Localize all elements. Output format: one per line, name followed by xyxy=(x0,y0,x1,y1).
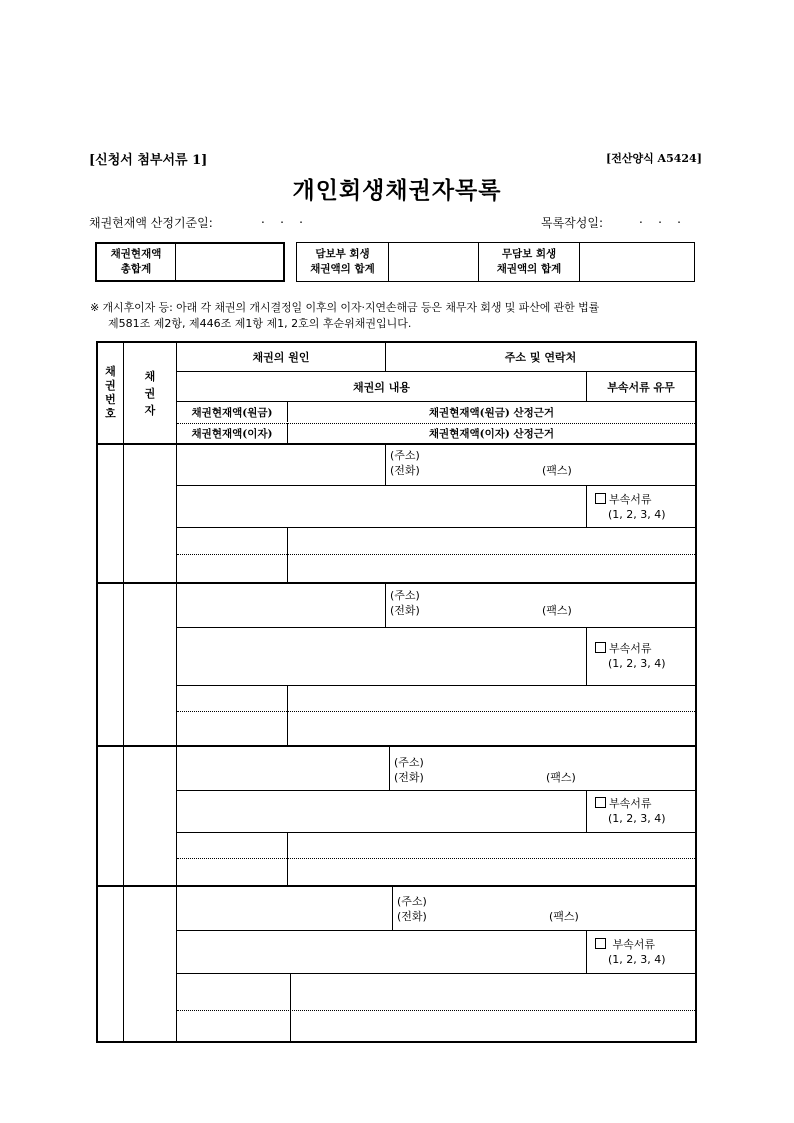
unsecured-sum-label xyxy=(479,243,580,281)
checkbox-icon[interactable] xyxy=(595,642,606,653)
total-sum-label-line2: 총합계 xyxy=(120,263,152,275)
note-line-2: 제581조 제2항, 제446조 제1항 제1, 2호의 후순위채권입니다. xyxy=(108,317,412,330)
col-number-header: 채 권 번 호 xyxy=(98,343,124,443)
address-header: 주소 및 연락처 xyxy=(386,343,695,372)
base-date-label: 채권현재액 산정기준일: xyxy=(89,216,213,230)
cause-field[interactable] xyxy=(177,747,390,790)
fax-label: (팩스) xyxy=(542,604,572,617)
principal-header: 채권현재액(원금) xyxy=(177,402,288,422)
interest-field[interactable] xyxy=(177,555,287,581)
attach-checkbox-group[interactable]: 부속서류 (1, 2, 3, 4) xyxy=(595,492,666,522)
creditor-entry-1 xyxy=(98,445,695,584)
creditor-entry-4 xyxy=(98,887,695,1041)
note-line-1: ※ 개시후이자 등: 아래 각 채권의 개시결정일 이후의 이자·지연손해금 등은 채무자 회생 및 파산에 관한 법률 xyxy=(90,301,600,314)
address-label: (주소) xyxy=(394,756,424,769)
created-date-label: 목록작성일: xyxy=(541,216,604,230)
cause-field[interactable] xyxy=(177,887,393,930)
principal-basis-header: 채권현재액(원금) 산정근거 xyxy=(428,406,555,419)
total-sum-label xyxy=(97,244,176,280)
cause-header: 채권의 원인 xyxy=(177,343,386,372)
secured-sum-value[interactable] xyxy=(389,243,479,281)
secured-sum-label xyxy=(297,243,389,281)
unsecured-sum-value[interactable] xyxy=(580,243,694,281)
checkbox-icon[interactable] xyxy=(595,493,606,504)
content-field[interactable] xyxy=(177,486,587,527)
form-code: [전산양식 A5424] xyxy=(606,152,702,165)
attach-checkbox-group[interactable]: 부속서류 (1, 2, 3, 4) xyxy=(595,641,666,671)
total-sum-box xyxy=(95,242,285,282)
creditor-entry-2 xyxy=(98,583,695,747)
principal-field[interactable] xyxy=(177,833,287,858)
creditor-entry-3 xyxy=(98,747,695,887)
attach-checkbox-group[interactable]: 부속서류 (1, 2, 3, 4) xyxy=(595,796,666,826)
content-field[interactable] xyxy=(177,628,587,685)
checkbox-icon[interactable] xyxy=(595,797,606,808)
page-title: 개인회생채권자목록 xyxy=(292,176,502,204)
phone-label: (전화) xyxy=(397,910,427,923)
address-label: (주소) xyxy=(397,895,427,908)
attach-checkbox-group[interactable]: 부속서류 (1, 2, 3, 4) xyxy=(595,937,666,967)
phone-label: (전화) xyxy=(390,604,420,617)
secured-sum-label-line2: 채권액의 합계 xyxy=(310,263,375,275)
interest-field[interactable] xyxy=(177,1011,290,1040)
address-label: (주소) xyxy=(390,589,420,602)
cause-field[interactable] xyxy=(177,445,386,485)
interest-field[interactable] xyxy=(177,859,287,884)
base-date-field[interactable]: . . . xyxy=(261,212,303,226)
secured-sum-label-line1: 담보부 회생 xyxy=(315,248,370,260)
principal-field[interactable] xyxy=(177,974,290,1010)
phone-label: (전화) xyxy=(390,464,420,477)
created-date-field[interactable]: . . . xyxy=(639,212,681,226)
total-sum-label-line1: 채권현재액 xyxy=(110,248,162,260)
checkbox-icon[interactable] xyxy=(595,938,606,949)
secured-sum-box xyxy=(296,242,695,282)
fax-label: (팩스) xyxy=(546,771,576,784)
interest-header: 채권현재액(이자) xyxy=(177,423,288,443)
attachments-header: 부속서류 유무 xyxy=(587,372,695,402)
principal-field[interactable] xyxy=(177,686,287,711)
address-field[interactable] xyxy=(394,755,690,785)
attachment-label: [신청서 첨부서류 1] xyxy=(89,153,208,168)
unsecured-sum-label-line1: 무담보 회생 xyxy=(501,248,557,260)
unsecured-sum-label-line2: 채권액의 합계 xyxy=(496,263,562,275)
content-field[interactable] xyxy=(177,791,587,832)
content-header: 채권의 내용 xyxy=(177,372,587,402)
fax-label: (팩스) xyxy=(542,464,572,477)
fax-label: (팩스) xyxy=(549,910,579,923)
col-creditor-header: 채 권 자 xyxy=(124,343,177,443)
address-field[interactable] xyxy=(397,894,690,924)
cause-field[interactable] xyxy=(177,583,386,627)
content-field[interactable] xyxy=(177,931,587,973)
address-field[interactable] xyxy=(390,588,690,618)
address-label: (주소) xyxy=(390,449,420,462)
interest-field[interactable] xyxy=(177,712,287,744)
address-field[interactable] xyxy=(390,448,690,478)
total-sum-value[interactable] xyxy=(176,244,281,280)
creditor-table xyxy=(96,341,697,1043)
interest-basis-header: 채권현재액(이자) 산정근거 xyxy=(428,427,555,440)
principal-field[interactable] xyxy=(177,528,287,554)
phone-label: (전화) xyxy=(394,771,424,784)
